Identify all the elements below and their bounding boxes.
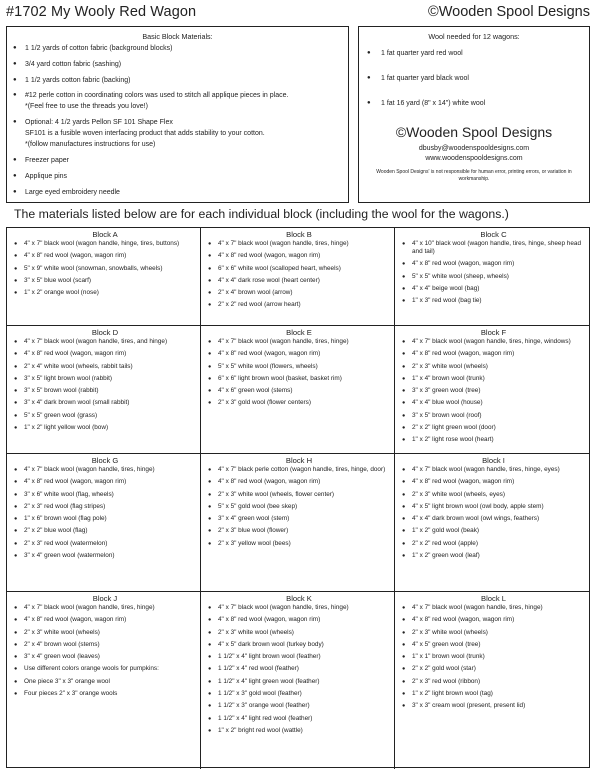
block-material-item: ● 1 1/2" x 4" red wool (feather)	[218, 665, 391, 673]
block-material-item: ● 4" x 8" red wool (wagon, wagon rim)	[24, 478, 197, 486]
block-materials-grid	[6, 227, 590, 768]
block-material-item: ● 4" x 4" blue wool (house)	[412, 399, 586, 407]
block-material-item: ● Four pieces 2" x 3" orange wools	[24, 690, 197, 698]
block-material-item: ● 2" x 3" red wool (flag stripes)	[24, 503, 197, 511]
block-material-item: ● 3" x 4" green wool (watermelon)	[24, 552, 197, 560]
block-material-item: ● 2" x 4" brown wool (stems)	[24, 641, 197, 649]
block-material-item: ● 4" x 8" red wool (wagon, wagon rim)	[218, 252, 391, 260]
block-cell-d	[7, 326, 201, 454]
materials-banner: The materials listed below are for each individual block (including the wool for the wagons.)	[14, 207, 509, 221]
block-material-list	[13, 240, 197, 297]
block-material-item: ● 4" x 8" red wool (wagon, wagon rim)	[24, 616, 197, 624]
basic-material-item: ● 3/4 yard cotton fabric (sashing)	[25, 60, 342, 69]
block-title: Block C	[480, 230, 507, 239]
block-material-item: ● One piece 3" x 3" orange wool	[24, 678, 197, 686]
block-material-item: ● 2" x 3" red wool (ribbon)	[412, 678, 586, 686]
block-material-list	[13, 338, 197, 432]
basic-material-item: ● 1 1/2 yards of cotton fabric (background blocks)	[25, 44, 342, 53]
block-material-item: ● 3" x 4" dark brown wool (small rabbit)	[24, 399, 197, 407]
block-material-item: ● 4" x 8" red wool (wagon, wagon rim)	[412, 350, 586, 358]
block-material-item: ● 1 1/2" x 3" gold wool (feather)	[218, 690, 391, 698]
block-title: Block B	[286, 230, 312, 239]
basic-materials-title: Basic Block Materials:	[142, 32, 213, 41]
block-material-item: ● 3" x 5" blue wool (scarf)	[24, 277, 197, 285]
block-material-item: ● 3" x 5" brown wool (rabbit)	[24, 387, 197, 395]
block-material-list	[13, 604, 197, 698]
basic-material-item: ● 1 1/2 yards cotton fabric (backing)	[25, 76, 342, 85]
block-material-item: ● 4" x 8" red wool (wagon, wagon rim)	[218, 478, 391, 486]
block-material-list	[401, 338, 586, 444]
block-material-item: ● 3" x 3" green wool (tree)	[412, 387, 586, 395]
block-material-item: ● 4" x 7" black wool (wagon handle, tires, hinge)	[24, 604, 197, 612]
block-material-item: ● 4" x 8" red wool (wagon, wagon rim)	[412, 478, 586, 486]
block-material-item: ● 1" x 2" light rose wool (heart)	[412, 436, 586, 444]
block-material-item: ● 4" x 7" black wool (wagon handle, tires, hinge)	[412, 604, 586, 612]
block-material-item: ● 4" x 5" dark brown wool (turkey body)	[218, 641, 391, 649]
block-material-item: ● 1 1/2" x 4" light green wool (feather)	[218, 678, 391, 686]
block-material-item: ● 4" x 5" green wool (tree)	[412, 641, 586, 649]
block-title: Block G	[91, 456, 119, 465]
block-material-item: ● 4" x 7" black wool (wagon handle, tires, and hinge)	[24, 338, 197, 346]
block-material-item: ● 2" x 2" red wool (arrow heart)	[218, 301, 391, 309]
basic-material-item: ● Optional: 4 1/2 yards Pellon SF 101 Shape Flex	[25, 118, 342, 127]
block-material-item: ● 1" x 2" bright red wool (wattle)	[218, 727, 391, 735]
block-material-item: ● 2" x 2" red wool (apple)	[412, 540, 586, 548]
block-material-item: ● 1" x 2" gold wool (beak)	[412, 527, 586, 535]
block-material-item: ● 2" x 3" white wool (wheels)	[24, 629, 197, 637]
block-material-item: ● 3" x 4" green wool (stem)	[218, 515, 391, 523]
wool-needed-list	[359, 49, 589, 108]
block-material-item: ● 4" x 7" black wool (wagon handle, tires, hinge)	[218, 240, 391, 248]
block-material-item: ● 1" x 6" brown wool (flag pole)	[24, 515, 197, 523]
block-material-item: ● 4" x 7" black wool (wagon handle, tires, hinge, windows)	[412, 338, 586, 346]
block-material-item: ● 4" x 6" green wool (stems)	[218, 387, 391, 395]
brand-name: ©Wooden Spool Designs	[428, 4, 590, 20]
block-title: Block H	[285, 456, 313, 465]
basic-material-item: ● #12 perle cotton in coordinating colors was used to stitch all applique pieces in place.	[25, 91, 342, 100]
block-title: Block J	[92, 594, 118, 603]
block-material-item: ● 1" x 2" orange wool (nose)	[24, 289, 197, 297]
block-cell-h	[201, 454, 395, 592]
block-title: Block F	[480, 328, 507, 337]
block-material-list	[207, 240, 391, 309]
block-material-item: ● 3" x 4" green wool (leaves)	[24, 653, 197, 661]
block-material-item: ● 1 1/2" x 3" orange wool (feather)	[218, 702, 391, 710]
pattern-title: #1702 My Wooly Red Wagon	[6, 4, 197, 20]
wool-item: ● 1 fat 16 yard (8" x 14") white wool	[381, 99, 583, 108]
block-material-item: ● 4" x 8" red wool (wagon, wagon rim)	[412, 260, 586, 268]
block-material-item: ● 2" x 3" white wool (wheels, flower center)	[218, 491, 391, 499]
block-cell-j	[7, 592, 201, 769]
block-material-item: ● 1" x 2" light brown wool (tag)	[412, 690, 586, 698]
block-material-item: ● 3" x 5" light brown wool (rabbit)	[24, 375, 197, 383]
wool-needed-title: Wool needed for 12 wagons:	[428, 32, 520, 41]
block-material-item: ● 2" x 3" white wool (wheels)	[412, 363, 586, 371]
disclaimer: Wooden Spool Designs' is not responsible for human error, printing errors, or variation in workmanship.	[376, 169, 572, 182]
contact-email: dbusby@woodenspooldesigns.com	[418, 145, 530, 152]
block-material-item: ● 3" x 6" white wool (flag, wheels)	[24, 491, 197, 499]
block-title: Block E	[286, 328, 312, 337]
block-material-item: ● 4" x 5" light brown wool (owl body, apple stem)	[412, 503, 586, 511]
block-material-item: ● 6" x 6" light brown wool (basket, basket rim)	[218, 375, 391, 383]
block-cell-b	[201, 228, 395, 326]
block-material-list	[207, 604, 391, 735]
block-material-item: ● 4" x 8" red wool (wagon, wagon rim)	[24, 350, 197, 358]
block-title: Block K	[286, 594, 312, 603]
wool-needed-box	[358, 26, 590, 203]
block-material-item: ● 1 1/2" x 4" light red wool (feather)	[218, 715, 391, 723]
block-material-item: ● 4" x 7" black wool (wagon handle, tires, hinge, eyes)	[412, 466, 586, 474]
contact-website: www.woodenspooldesigns.com	[425, 155, 523, 162]
block-material-item: ● 2" x 3" white wool (wheels, eyes)	[412, 491, 586, 499]
basic-material-item: *(follow manufactures instructions for use)	[25, 141, 156, 149]
block-material-list	[13, 466, 197, 560]
brand-logo-text: ©Wooden Spool Designs	[395, 124, 553, 140]
block-material-item: ● 4" x 4" beige wool (bag)	[412, 285, 586, 293]
block-cell-c	[395, 228, 589, 326]
block-material-item: ● 3" x 5" brown wool (roof)	[412, 412, 586, 420]
block-title: Block L	[481, 594, 506, 603]
basic-material-item: ● Freezer paper	[25, 156, 342, 165]
block-material-item: ● 4" x 4" dark brown wool (owl wings, feathers)	[412, 515, 586, 523]
block-title: Block A	[92, 230, 118, 239]
block-material-item: ● 5" x 9" white wool (snowman, snowballs, wheels)	[24, 265, 197, 273]
block-material-item: ● 2" x 4" white wool (wheels, rabbit tails)	[24, 363, 197, 371]
block-material-list	[401, 604, 586, 710]
block-material-item: ● 4" x 4" dark rose wool (heart center)	[218, 277, 391, 285]
block-material-item: ● 2" x 3" red wool (watermelon)	[24, 540, 197, 548]
block-material-item: ● 5" x 5" gold wool (bee skep)	[218, 503, 391, 511]
block-cell-a	[7, 228, 201, 326]
block-material-item: ● 6" x 6" white wool (scalloped heart, wheels)	[218, 265, 391, 273]
block-cell-i	[395, 454, 589, 592]
block-material-item: ● 4" x 7" black wool (wagon handle, tires, hinge)	[24, 466, 197, 474]
block-material-item: ● 5" x 5" green wool (grass)	[24, 412, 197, 420]
wool-item: ● 1 fat quarter yard red wool	[381, 49, 583, 58]
basic-material-item: *(Feel free to use the threads you love!)	[25, 103, 148, 111]
block-material-item: ● 2" x 4" brown wool (arrow)	[218, 289, 391, 297]
block-material-item: ● 4" x 8" red wool (wagon, wagon rim)	[218, 616, 391, 624]
block-cell-k	[201, 592, 395, 769]
block-material-list	[207, 338, 391, 407]
block-material-item: ● 1" x 1" brown wool (trunk)	[412, 653, 586, 661]
block-cell-f	[395, 326, 589, 454]
basic-materials-list	[7, 44, 348, 197]
block-cell-l	[395, 592, 589, 769]
block-material-item: ● 1" x 4" brown wool (trunk)	[412, 375, 586, 383]
block-material-item: ● 3" x 3" cream wool (present, present lid)	[412, 702, 586, 710]
block-material-item: ● Use different colors orange wools for pumpkins:	[24, 665, 197, 673]
block-material-item: ● 1" x 2" light yellow wool (bow)	[24, 424, 197, 432]
block-cell-e	[201, 326, 395, 454]
block-material-item: ● 4" x 8" red wool (wagon, wagon rim)	[24, 252, 197, 260]
block-material-list	[401, 466, 586, 560]
basic-material-item: SF101 is a fusible woven interfacing product that adds stability to your cotton.	[25, 130, 265, 138]
basic-material-item: ● Applique pins	[25, 172, 342, 181]
block-material-item: ● 2" x 2" gold wool (star)	[412, 665, 586, 673]
block-material-item: ● 2" x 3" white wool (wheels)	[412, 629, 586, 637]
block-material-item: ● 2" x 3" white wool (wheels)	[218, 629, 391, 637]
block-material-item: ● 2" x 3" blue wool (flower)	[218, 527, 391, 535]
block-material-item: ● 4" x 7" black wool (wagon handle, tires, hinge)	[218, 338, 391, 346]
block-material-item: ● 1" x 2" green wool (leaf)	[412, 552, 586, 560]
block-material-item: ● 5" x 5" white wool (flowers, wheels)	[218, 363, 391, 371]
block-material-item: ● 4" x 10" black wool (wagon handle, tires, hinge, sheep head and tail)	[412, 240, 586, 256]
block-material-item: ● 4" x 8" red wool (wagon, wagon rim)	[218, 350, 391, 358]
block-material-item: ● 1 1/2" x 4" light brown wool (feather)	[218, 653, 391, 661]
block-title: Block I	[482, 456, 505, 465]
basic-materials-box	[6, 26, 349, 203]
block-material-item: ● 2" x 3" yellow wool (bees)	[218, 540, 391, 548]
block-cell-g	[7, 454, 201, 592]
block-material-list	[207, 466, 391, 548]
block-material-item: ● 2" x 2" blue wool (flag)	[24, 527, 197, 535]
block-material-list	[401, 240, 586, 305]
block-material-item: ● 2" x 3" gold wool (flower centers)	[218, 399, 391, 407]
block-title: Block D	[91, 328, 119, 337]
basic-material-item: ● Large eyed embroidery needle	[25, 188, 342, 197]
block-material-item: ● 4" x 8" red wool (wagon, wagon rim)	[412, 616, 586, 624]
block-material-item: ● 5" x 5" white wool (sheep, wheels)	[412, 273, 586, 281]
block-material-item: ● 2" x 2" light green wool (door)	[412, 424, 586, 432]
block-material-item: ● 1" x 3" red wool (bag tie)	[412, 297, 586, 305]
block-material-item: ● 4" x 7" black wool (wagon handle, tires, hinge)	[218, 604, 391, 612]
block-material-item: ● 4" x 7" black perle cotton (wagon handle, tires, hinge, door)	[218, 466, 391, 474]
wool-item: ● 1 fat quarter yard black wool	[381, 74, 583, 83]
block-material-item: ● 4" x 7" black wool (wagon handle, hinge, tires, buttons)	[24, 240, 197, 248]
